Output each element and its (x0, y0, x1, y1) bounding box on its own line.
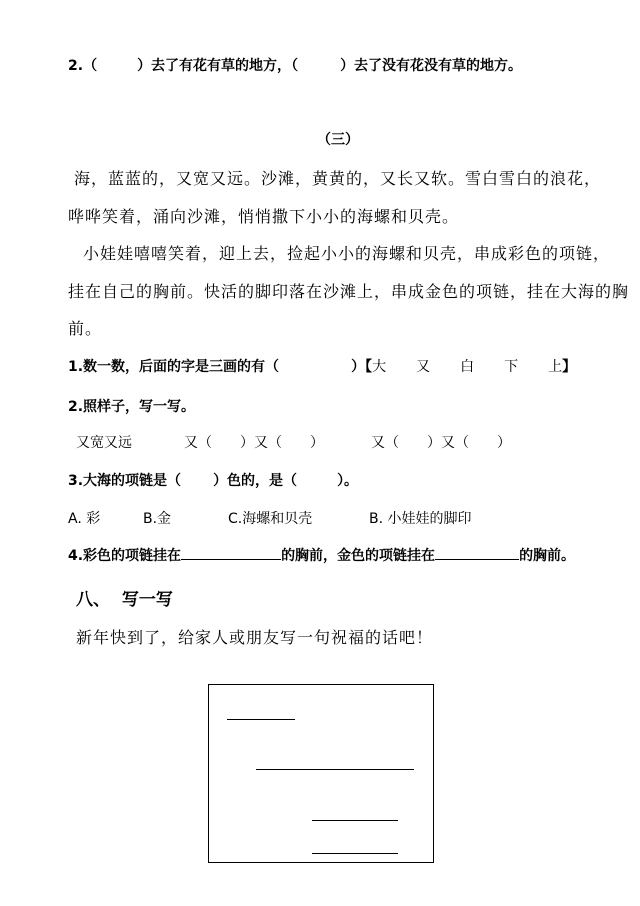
top-question-2: 2.（ ）去了有花有草的地方，（ ）去了没有花没有草的地方。 (68, 58, 523, 74)
section-heading: 八、 写一写 (76, 590, 173, 610)
question-4: 4.彩色的项链挂在 的胸前，金色的项链挂在 的胸前。 (68, 545, 575, 565)
writing-line[interactable] (312, 820, 398, 821)
char-option: 又 (416, 359, 431, 375)
section-title: （三） (317, 132, 359, 148)
writing-line[interactable] (227, 719, 295, 720)
fill-pattern-2: 又（ ）又（ ） (371, 435, 511, 451)
option-b: B.金 (143, 511, 172, 527)
question-3: 3.大海的项链是（ ）色的，是（ ）。 (68, 473, 359, 489)
answer-blank[interactable] (435, 545, 519, 560)
question-1: 1.数一数，后面的字是三画的有（ ）【大 又 白 下 上】 (68, 359, 577, 375)
char-option: 白 (460, 359, 475, 375)
example-phrase: 又宽又远 (76, 435, 132, 451)
writing-line[interactable] (256, 769, 414, 770)
passage-line: 前。 (68, 319, 103, 338)
option-d: B. 小娃娃的脚印 (369, 511, 472, 527)
passage-line: 挂在自己的胸前。快活的脚印落在沙滩上，串成金色的项链，挂在大海的胸 (68, 282, 630, 301)
passage-line: 小娃娃嘻嘻笑着，迎上去，捡起小小的海螺和贝壳，串成彩色的项链， (83, 244, 611, 263)
writing-card (208, 684, 434, 863)
instruction-text: 新年快到了，给家人或朋友写一句祝福的话吧！ (76, 628, 434, 647)
option-a: A. 彩 (68, 511, 101, 527)
passage-line: 哗哗笑着，涌向沙滩，悄悄撒下小小的海螺和贝壳。 (68, 207, 460, 226)
answer-blank[interactable] (181, 545, 281, 560)
fill-pattern-1: 又（ ）又（ ） (184, 435, 324, 451)
question-2: 2.照样子，写一写。 (68, 399, 196, 415)
char-option: 大 (372, 359, 387, 375)
passage-line: 海，蓝蓝的，又宽又远。沙滩，黄黄的，又长又软。雪白雪白的浪花， (74, 169, 602, 188)
writing-line[interactable] (312, 853, 398, 854)
option-c: C.海螺和贝壳 (228, 511, 313, 527)
char-option: 下 (504, 359, 519, 375)
char-option: 上 (548, 359, 563, 375)
